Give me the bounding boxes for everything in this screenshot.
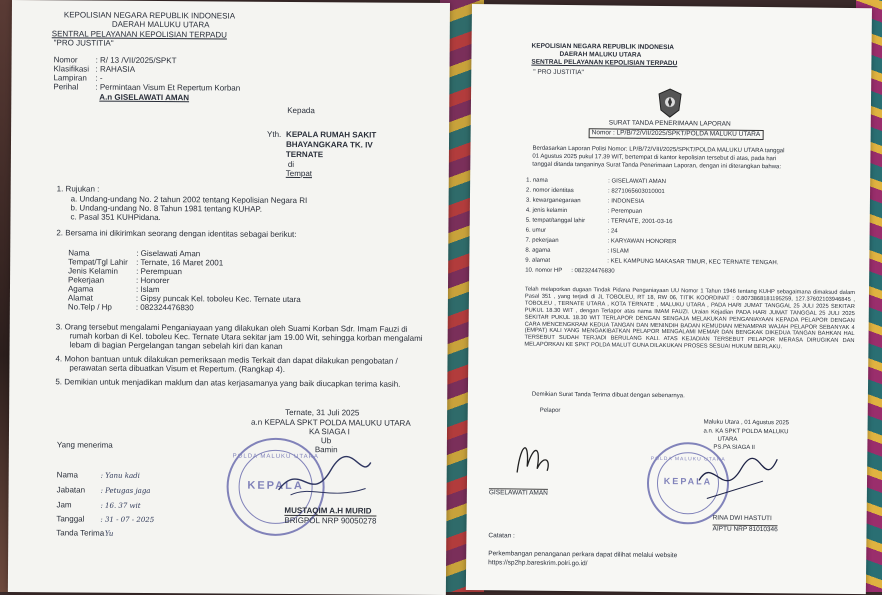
place-date: Maluku Utara , 01 Agustus 2025 [703, 419, 790, 427]
meta-label: Lampiran [53, 73, 87, 83]
sign-block-line: Bamin [314, 445, 338, 455]
field-label: 10. nomor HP [525, 267, 563, 274]
field-value: : 8271065603010001 [608, 188, 665, 196]
identity-label: Tempat/Tgl Lahir [68, 257, 128, 267]
field-value: : KEL KAMPUNG MAKASAR TIMUR, KEC TERNATE TENGAH. [607, 258, 779, 267]
intro-line: 01 Agustus 2025 pukul 17.39 WIT, bertempat di kantor kepolisian tersebut di atas, pada hari [532, 153, 777, 163]
identity-value: : Gipsy puncak Kel. toboleu Kec. Ternate utara [135, 293, 301, 305]
receipt-value: : Yanu kadi [100, 471, 140, 480]
field-label: 6. umur [525, 227, 547, 234]
identity-label: Nama [68, 248, 90, 258]
stamp-ring-text: POLDA MALUKU UTARA [232, 453, 319, 461]
field-label: 9. alamat [525, 257, 551, 264]
perihal-name: A.n GISELAWATI AMAN [99, 92, 190, 103]
item-2: 2. Bersama ini dikirimkan seorang dengan identitas sebagai berikut: [56, 228, 297, 239]
officer-rank: AIPTU NRP 81010346 [712, 525, 778, 534]
officer-name: RINA DWI HASTUTI [712, 514, 772, 523]
sign-block-line: a.n KEPALA SPKT POLDA MALUKU UTARA [251, 417, 411, 428]
recipient-line: KEPALA RUMAH SAKIT [286, 129, 377, 140]
receipt-label: Tanggal [56, 514, 85, 524]
field-label: 8. agama [525, 247, 551, 254]
intro-line: tanggal ditanda tanganinya Surat Tanda Penerimaan Laporan, dengan ini diterangkan bahwa: [532, 161, 782, 171]
officer-signature [693, 450, 784, 511]
kepada-label: Kepada [287, 105, 315, 116]
recipient-line: BHAYANGKARA TK. IV [285, 139, 373, 150]
received-label: Yang menerima [56, 440, 113, 450]
receipt-label: Nama [56, 470, 79, 480]
receipt-label: Jabatan [56, 485, 86, 495]
meta-value: : R/ 13 /VII/2025/SPKT [95, 55, 177, 66]
receipt-label: Jam [56, 500, 72, 510]
receipt-value: : 31 - 07 - 2025 [100, 515, 155, 525]
stamp-word: KEPALA [247, 479, 304, 493]
meta-label: Klasifikasi [53, 64, 90, 74]
di-label: di [287, 159, 295, 169]
receipt-value: : Yu [100, 529, 114, 538]
identity-value: : Perempuan [136, 266, 182, 277]
field-value: : 082324476830 [571, 268, 615, 275]
pelapor-name: GISELAWATI AMAN [488, 489, 548, 497]
header-line: KEPOLISIAN NEGARA REPUBLIK INDONESIA [63, 10, 236, 21]
receipt-value: : 16. 37 wit [100, 501, 141, 510]
field-label: 3. kewarganegaraan [525, 197, 581, 205]
field-value: : Perempuan [607, 208, 643, 215]
item-4-line: perawatan serta dibuatkan Visum et Repertum. (Rangkap 4). [69, 363, 285, 374]
sign-block-line: UTARA [717, 436, 738, 443]
meta-value: : - [95, 73, 103, 83]
field-label: 4. jenis kelamin [525, 207, 568, 215]
sign-block-line: a.n. KA SPKT POLDA MALUKU [703, 428, 789, 436]
closing-text: Demikian Surat Tanda Terima dibuat dengan sebenarnya. [531, 391, 685, 400]
tracking-url-link[interactable]: https://sp2hp.bareskrim.polri.go.id/ [488, 559, 588, 568]
receipt-value: : Petugas jaga [100, 486, 151, 495]
field-value: : ISLAM [607, 248, 629, 255]
field-value: : TERNATE, 2001-03-16 [607, 218, 673, 226]
field-value: : INDONESIA [607, 198, 645, 205]
header-line: KEPOLISIAN NEGARA REPUBLIK INDONESIA [531, 42, 675, 52]
catatan-label: Catatan : [488, 532, 515, 540]
identity-label: Alamat [67, 293, 93, 303]
header-line: "PRO JUSTITIA" [53, 38, 114, 48]
tempat-label: Tempat [285, 168, 313, 179]
identity-label: Agama [67, 284, 94, 294]
item-3-line: rumah korban di Kel. toboleu Kec. Ternate Utara sekitar jam 19.00 Wit, sehingga korban mengalami [69, 331, 423, 343]
stamp-ring-text: POLDA MALUKU UTARA [650, 455, 726, 463]
meta-label: Nomor [53, 55, 78, 65]
header-line: DAERAH MALUKU UTARA [111, 19, 210, 30]
rujukan-item: b. Undang-undang No. 8 Tahun 1981 tentang KUHAP. [70, 203, 262, 214]
identity-label: Jenis Kelamin [68, 266, 118, 276]
identity-value: : Ternate, 16 Maret 2001 [136, 257, 224, 268]
field-label: 7. pekerjaan [525, 237, 559, 244]
item-3-line: 3. Orang tersebut mengalami Penganiayaan yang dilakukan oleh Suami Korban Sdr. Imam Fauzi di [55, 322, 408, 334]
pelapor-signature [507, 432, 558, 483]
identity-label: No.Telp / Hp [67, 302, 112, 312]
sign-block-line: Ub [320, 436, 332, 446]
field-value: : 24 [607, 228, 618, 235]
pelapor-label: Pelapor [539, 407, 561, 414]
recipient-line: TERNATE [285, 149, 324, 160]
item-4-line: 4. Mohon bantuan untuk dilakukan pemeriksaan medis Terkait dan dapat dilakukan pengobatan / [55, 354, 398, 366]
header-line: DAERAH MALUKU UTARA [559, 50, 642, 59]
rujukan-item: c. Pasal 351 KUHPidana. [70, 212, 161, 223]
police-emblem-icon [657, 88, 683, 118]
rujukan-item: a. Undang-undang No. 2 tahun 2002 tentang Kepolisian Negara RI [70, 194, 308, 206]
intro-line: Berdasarkan Laporan Polisi Nomor: LP/B/72/VIII/2025/SPKT/POLDA MALUKU UTARA tanggal [532, 145, 785, 155]
header-line: SENTRAL PELAYANAN KEPOLISIAN TERPADU [51, 29, 227, 40]
sign-block-line: PS.PA SIAGA II [713, 444, 755, 451]
doc-title: SURAT TANDA PENERIMAAN LAPORAN [608, 119, 731, 128]
signer-name: MUSTAQIM A.H MURID [284, 505, 372, 516]
report-paragraph: Telah melaporkan dugaan Tindak Pidana Penganiayaan UU Nomor 1 Tahun 1946 tentang KUHP sebagaimana dimaksud dalam Pasal 351 , yang terjadi di JL TOBOLEU, RT 18, RW 06, TITIK KOORDINAT : 0.8073868181195259, 127.37602103946845 , TOBOLEU , TERNATE UTARA , KOTA TERNATE , MALUKU UTARA , PADA HARI JUMAT TANGGAL 25 JULI 2025 SEKITAR PUKUL 18.30 WIT , dengan Terlapor atas nama IMAM FAUZI. Uraian Kejadian PADA HARI JUMAT TANGGAL 25 JULI 2025 SEKITAR PUKUL 18.30 WIT TERLAPOR DENGAN SENGAJA MELAKUKAN PENGANIAYAAN KEPADA PELAPOR DENGAN CARA MENCENGKRAM KEDUA TANGAN DAN MENINDIH BADAN KEMUDIAN MENAMPAR WAJAH PELAPOR SEBANYAK 4 (EMPAT) KALI YANG MENGAKIBATKAN PELAPOR MENGALAMI MEMAR DAN BENGKAK DIKEDUA TANGAN BAHKAN HAL TERSEBUT SUDAH TERJADI BERULANG KALI. ATAS KEJADIAN TERSEBUT PELAPOR MERASA DIRUGIKAN DAN MELAPORKAN KE SPKT POLDA MALUT GUNA DILAKUKAN PROSES SESUAI HUKUM BERLAKU. [524, 286, 856, 351]
identity-value: : Islam [135, 284, 160, 295]
visum-request-letter [8, 0, 450, 595]
signer-rank: BRIGPOL NRP 90050278 [284, 515, 377, 526]
identity-label: Pekerjaan [68, 275, 105, 285]
field-label: 5. tempat/tanggal lahir [525, 217, 586, 225]
item-5: 5. Demikian untuk menjadikan maklum dan atas kerjasamanya yang baik diucapkan terima kasih. [55, 377, 401, 389]
header-line: " PRO JUSTITIA" [533, 68, 584, 77]
meta-value: : RAHASIA [95, 64, 136, 74]
identity-value: : 082324476830 [135, 302, 194, 313]
yth-prefix: Yth. [267, 129, 282, 139]
field-label: 2. nomor identitas [526, 187, 574, 195]
doc-number: Nomor : LP/B/72/VII/2025/SPKT/POLDA MALUKU UTARA [589, 128, 764, 140]
meta-value: : Permintaan Visum Et Repertum Korban [95, 82, 241, 93]
receipt-label: Tanda Terima [56, 528, 105, 538]
signature-scribble [270, 450, 380, 511]
place-date: Ternate, 31 Juli 2025 [285, 407, 360, 418]
field-value: : KARYAWAN HONORER [607, 238, 677, 246]
sign-block-line: KA SIAGA I [308, 427, 350, 437]
report-receipt-letter [466, 4, 872, 594]
identity-value: : Giselawati Aman [136, 248, 201, 259]
field-label: 1. nama [526, 177, 548, 184]
rujukan-title: 1. Rujukan : [56, 184, 100, 194]
item-3-line: lebam di bagian Pergelangan tangan sebelah kiri dan kanan [69, 340, 283, 351]
field-value: : GISELAWATI AMAN [608, 178, 666, 186]
identity-value: : Honorer [136, 275, 170, 286]
stamp-word: KEPALA [663, 476, 713, 487]
meta-label: Perihal [53, 82, 79, 92]
note-text: Perkembangan penanganan perkara dapat dilihat melalui website [488, 550, 678, 560]
header-line: SENTRAL PELAYANAN KEPOLISIAN TERPADU [531, 58, 678, 68]
